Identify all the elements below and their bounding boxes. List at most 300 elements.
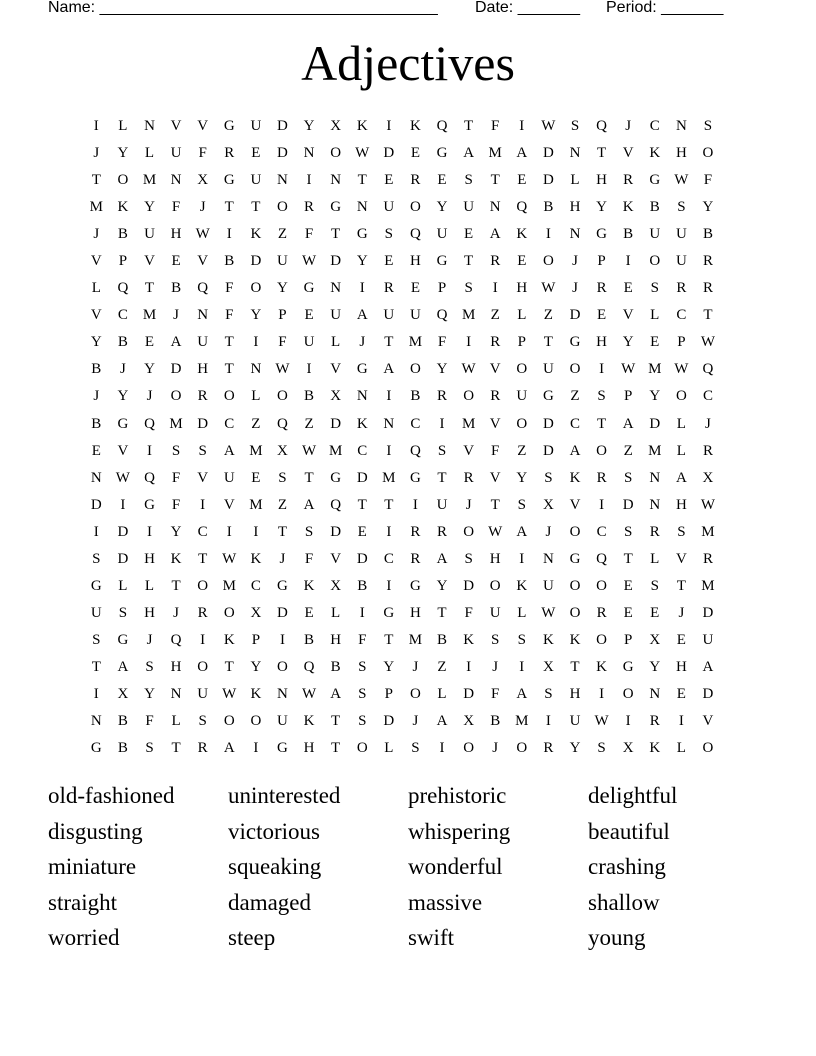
grid-letter: C — [569, 415, 580, 432]
grid-letter: D — [277, 145, 288, 162]
grid-letter: W — [301, 442, 317, 459]
grid-letter: W — [355, 145, 370, 162]
grid-letter: Z — [437, 658, 447, 675]
grid-letter: B — [410, 388, 421, 405]
grid-letter: O — [702, 740, 714, 757]
grid-letter: H — [144, 550, 155, 567]
grid-letter: F — [225, 307, 234, 324]
grid-row — [83, 275, 739, 302]
grid-letter: O — [356, 740, 368, 757]
grid-letter: V — [675, 550, 687, 567]
grid-letter: F — [145, 713, 154, 730]
grid-letter: G — [383, 604, 395, 621]
grid-letter: N — [649, 686, 661, 702]
grid-letter: K — [356, 118, 368, 135]
grid-letter: W — [222, 686, 237, 702]
grid-letter: U — [223, 469, 235, 486]
grid-letter: Y — [702, 199, 714, 216]
grid-letter: I — [93, 686, 99, 702]
grid-letter: Z — [304, 415, 314, 432]
grid-letter: T — [570, 658, 580, 675]
grid-row — [83, 167, 739, 194]
grid-letter: B — [117, 713, 128, 730]
grid-row — [83, 194, 739, 221]
grid-letter: F — [278, 334, 287, 351]
grid-letter: L — [144, 145, 155, 162]
grid-letter: W — [275, 361, 290, 378]
grid-letter: O — [542, 253, 554, 270]
grid-letter: T — [384, 334, 394, 351]
grid-row — [83, 546, 739, 573]
word-bank — [48, 780, 768, 958]
grid-letter: E — [304, 307, 314, 324]
grid-letter: V — [330, 550, 342, 567]
grid-letter: I — [253, 334, 259, 351]
grid-row — [83, 438, 739, 465]
grid-letter: R — [596, 604, 607, 621]
grid-letter: P — [597, 253, 606, 270]
grid-letter: Q — [303, 658, 315, 675]
word-bank-item: beautiful — [588, 818, 670, 844]
grid-letter: Y — [622, 334, 634, 351]
grid-letter: M — [701, 577, 715, 594]
grid-letter: T — [464, 253, 474, 270]
grid-letter: T — [357, 172, 367, 189]
grid-letter: G — [569, 550, 581, 567]
grid-letter: E — [91, 442, 101, 459]
grid-letter: V — [197, 469, 209, 486]
grid-letter: O — [277, 388, 288, 405]
grid-letter: S — [517, 496, 526, 513]
grid-letter: I — [599, 361, 605, 378]
grid-letter: E — [410, 145, 420, 162]
grid-letter: N — [197, 307, 209, 324]
grid-letter: R — [304, 199, 315, 216]
grid-row — [83, 465, 739, 492]
grid-letter: C — [596, 523, 607, 540]
grid-letter: Y — [649, 658, 661, 675]
grid-letter: S — [597, 740, 606, 757]
grid-letter: Q — [516, 199, 528, 216]
grid-letter: W — [115, 469, 130, 486]
grid-letter: N — [356, 388, 368, 405]
grid-letter: W — [674, 361, 689, 378]
grid-letter: G — [303, 280, 315, 297]
grid-row — [83, 411, 739, 438]
grid-letter: L — [437, 686, 447, 702]
grid-letter: V — [622, 145, 634, 162]
grid-letter: S — [198, 713, 207, 730]
grid-letter: O — [569, 361, 581, 378]
grid-letter: V — [117, 442, 129, 459]
grid-letter: R — [197, 740, 208, 757]
grid-letter: K — [569, 469, 581, 486]
grid-letter: M — [488, 145, 502, 162]
grid-letter: H — [170, 226, 182, 243]
grid-letter: Y — [596, 199, 607, 216]
grid-letter: N — [170, 686, 182, 702]
grid-letter: W — [674, 172, 689, 189]
grid-letter: H — [410, 604, 421, 621]
grid-letter: G — [410, 469, 421, 486]
grid-letter: U — [516, 388, 528, 405]
grid-letter: R — [702, 550, 713, 567]
grid-letter: P — [517, 334, 526, 351]
grid-letter: S — [171, 442, 181, 459]
grid-letter: M — [648, 442, 662, 459]
grid-letter: S — [570, 118, 580, 135]
grid-letter: Q — [330, 496, 342, 513]
grid-letter: Y — [144, 686, 155, 702]
grid-letter: A — [463, 145, 475, 162]
grid-letter: D — [542, 415, 554, 432]
grid-letter: N — [330, 280, 342, 297]
grid-letter: J — [412, 658, 419, 675]
grid-letter: M — [249, 442, 263, 459]
grid-letter: B — [91, 415, 102, 432]
grid-letter: H — [303, 740, 315, 757]
grid-row — [83, 302, 739, 329]
grid-letter: O — [489, 577, 501, 594]
grid-letter: Q — [596, 550, 607, 567]
grid-letter: E — [357, 523, 367, 540]
grid-letter: E — [623, 280, 633, 297]
grid-letter: J — [572, 253, 578, 270]
grid-letter: F — [491, 442, 500, 459]
grid-letter: R — [702, 442, 713, 459]
grid-letter: H — [569, 686, 581, 702]
grid-letter: Z — [543, 307, 553, 324]
grid-letter: S — [517, 631, 526, 648]
grid-letter: O — [223, 604, 235, 621]
grid-letter: E — [650, 604, 660, 621]
grid-letter: E — [251, 145, 261, 162]
grid-letter: M — [515, 713, 529, 730]
grid-letter: A — [223, 442, 235, 459]
grid-letter: R — [596, 469, 607, 486]
grid-letter: U — [649, 226, 661, 243]
grid-letter: M — [408, 334, 423, 351]
grid-letter: U — [277, 713, 288, 730]
grid-letter: S — [92, 550, 101, 567]
grid-letter: Z — [623, 442, 633, 459]
word-bank-item: victorious — [228, 818, 320, 844]
grid-letter: O — [277, 658, 288, 675]
grid-letter: N — [569, 226, 581, 243]
grid-letter: O — [516, 361, 528, 378]
grid-letter: E — [676, 686, 686, 702]
grid-letter: K — [649, 145, 661, 162]
grid-letter: V — [702, 713, 714, 730]
grid-letter: D — [330, 415, 342, 432]
grid-row — [83, 383, 739, 410]
grid-letter: S — [358, 713, 367, 730]
page-title: Adjectives — [301, 35, 515, 91]
grid-letter: T — [623, 550, 633, 567]
grid-letter: X — [250, 604, 262, 621]
grid-letter: B — [117, 226, 128, 243]
grid-letter: T — [224, 199, 234, 216]
grid-letter: C — [224, 415, 235, 432]
grid-letter: E — [464, 226, 474, 243]
grid-letter: R — [702, 280, 713, 297]
grid-letter: G — [277, 740, 288, 757]
grid-letter: I — [226, 523, 232, 540]
grid-letter: K — [250, 226, 262, 243]
grid-letter: N — [356, 199, 368, 216]
word-bank-item: uninterested — [228, 783, 341, 808]
grid-letter: O — [569, 604, 581, 621]
grid-letter: Q — [410, 226, 421, 243]
grid-letter: I — [279, 631, 285, 648]
grid-letter: I — [386, 577, 392, 594]
grid-letter: S — [411, 740, 420, 757]
grid-letter: I — [306, 361, 312, 378]
grid-letter: V — [223, 496, 235, 513]
grid-letter: S — [384, 226, 393, 243]
grid-letter: S — [145, 658, 154, 675]
grid-letter: G — [649, 172, 661, 189]
grid-letter: B — [330, 658, 341, 675]
grid-letter: Q — [197, 280, 209, 297]
grid-letter: A — [303, 496, 315, 513]
grid-letter: L — [331, 604, 341, 621]
grid-row — [83, 492, 739, 519]
grid-letter: A — [675, 469, 687, 486]
grid-letter: A — [516, 145, 528, 162]
grid-letter: L — [650, 307, 660, 324]
grid-letter: N — [90, 713, 102, 730]
grid-letter: D — [330, 523, 342, 540]
grid-letter: Y — [436, 199, 448, 216]
grid-letter: S — [650, 280, 659, 297]
grid-letter: T — [331, 740, 341, 757]
grid-letter: J — [93, 145, 100, 162]
word-bank-item: whispering — [408, 818, 511, 844]
grid-letter: T — [224, 658, 234, 675]
grid-letter: U — [330, 307, 342, 324]
grid-letter: B — [117, 334, 128, 351]
grid-letter: H — [489, 550, 501, 567]
grid-letter: Q — [170, 631, 182, 648]
grid-letter: V — [330, 361, 342, 378]
grid-letter: P — [118, 253, 128, 270]
grid-row — [83, 627, 739, 654]
grid-letter: G — [117, 631, 129, 648]
grid-letter: G — [277, 577, 288, 594]
grid-letter: G — [330, 469, 342, 486]
grid-letter: J — [492, 658, 499, 675]
grid-letter: Y — [117, 388, 129, 405]
grid-letter: J — [173, 604, 179, 621]
grid-letter: Y — [436, 361, 448, 378]
grid-row — [83, 248, 739, 275]
grid-letter: U — [250, 118, 262, 135]
grid-letter: X — [117, 686, 129, 702]
grid-letter: X — [330, 388, 342, 405]
grid-letter: T — [596, 145, 607, 162]
grid-letter: O — [596, 442, 607, 459]
grid-letter: S — [677, 199, 686, 216]
grid-letter: Z — [277, 226, 288, 243]
grid-row — [83, 356, 739, 383]
grid-letter: I — [146, 442, 152, 459]
grid-letter: D — [463, 686, 475, 702]
grid-letter: X — [277, 442, 288, 459]
grid-letter: O — [117, 172, 129, 189]
grid-letter: X — [330, 118, 342, 135]
grid-letter: J — [146, 388, 153, 405]
grid-letter: A — [170, 334, 182, 351]
grid-letter: S — [304, 523, 314, 540]
grid-letter: O — [463, 388, 475, 405]
grid-letter: M — [169, 415, 183, 432]
grid-letter: P — [278, 307, 287, 324]
grid-letter: U — [250, 172, 262, 189]
grid-letter: S — [597, 388, 606, 405]
grid-letter: L — [171, 713, 181, 730]
grid-letter: O — [569, 523, 581, 540]
grid-letter: S — [464, 172, 473, 189]
grid-letter: R — [224, 145, 235, 162]
grid-letter: Q — [596, 118, 607, 135]
grid-letter: U — [675, 253, 687, 270]
word-bank-item: crashing — [588, 854, 666, 880]
grid-letter: A — [117, 658, 129, 675]
grid-letter: A — [436, 550, 448, 567]
grid-letter: O — [250, 713, 262, 730]
grid-letter: R — [543, 740, 554, 757]
grid-letter: T — [331, 226, 341, 243]
grid-letter: H — [675, 496, 687, 513]
grid-letter: R — [437, 388, 448, 405]
grid-letter: A — [223, 740, 235, 757]
grid-letter: R — [410, 523, 421, 540]
grid-letter: G — [90, 577, 102, 594]
grid-letter: Q — [702, 361, 714, 378]
grid-letter: S — [198, 442, 207, 459]
grid-letter: Y — [277, 280, 288, 297]
grid-letter: K — [250, 686, 262, 702]
grid-letter: F — [491, 118, 500, 135]
grid-letter: I — [625, 713, 631, 730]
grid-letter: W — [222, 550, 237, 567]
grid-letter: I — [93, 523, 99, 540]
grid-letter: G — [90, 740, 102, 757]
grid-letter: Z — [251, 415, 261, 432]
grid-letter: K — [516, 577, 528, 594]
grid-letter: K — [303, 713, 315, 730]
grid-letter: M — [328, 442, 343, 459]
grid-letter: L — [91, 280, 101, 297]
grid-letter: U — [702, 631, 714, 648]
grid-letter: Q — [436, 118, 448, 135]
grid-letter: K — [356, 415, 368, 432]
grid-letter: I — [545, 713, 551, 730]
grid-letter: D — [197, 415, 209, 432]
word-bank-item: young — [588, 925, 646, 951]
grid-letter: T — [251, 199, 261, 216]
grid-letter: W — [488, 523, 503, 540]
grid-letter: E — [623, 604, 633, 621]
grid-letter: R — [490, 334, 501, 351]
grid-letter: V — [197, 253, 209, 270]
grid-letter: O — [516, 740, 528, 757]
grid-letter: B — [224, 253, 235, 270]
grid-letter: L — [650, 550, 660, 567]
grid-letter: Y — [649, 388, 661, 405]
grid-letter: V — [489, 469, 501, 486]
grid-letter: N — [277, 686, 288, 702]
grid-letter: B — [702, 226, 713, 243]
grid-letter: O — [463, 523, 475, 540]
grid-letter: A — [569, 442, 581, 459]
grid-letter: H — [675, 145, 687, 162]
grid-letter: L — [118, 577, 128, 594]
grid-letter: K — [250, 550, 262, 567]
grid-letter: A — [383, 361, 395, 378]
grid-letter: F — [703, 172, 713, 189]
grid-letter: M — [461, 307, 476, 324]
grid-letter: I — [492, 280, 498, 297]
grid-letter: K — [622, 199, 634, 216]
grid-letter: A — [436, 713, 448, 730]
grid-letter: Y — [436, 577, 448, 594]
word-bank-item: worried — [48, 925, 120, 951]
grid-letter: R — [490, 388, 501, 405]
grid-letter: F — [171, 469, 181, 486]
grid-letter: G — [569, 334, 581, 351]
grid-letter: I — [359, 604, 365, 621]
grid-letter: V — [489, 415, 501, 432]
grid-row — [83, 221, 739, 248]
grid-letter: D — [356, 550, 368, 567]
grid-letter: W — [541, 604, 556, 621]
grid-letter: T — [91, 658, 101, 675]
grid-letter: T — [198, 550, 208, 567]
grid-letter: Y — [250, 658, 262, 675]
grid-letter: S — [145, 740, 154, 757]
grid-letter: I — [200, 631, 206, 648]
grid-letter: G — [144, 496, 155, 513]
grid-row — [83, 681, 739, 708]
grid-letter: D — [277, 604, 288, 621]
grid-letter: B — [117, 740, 128, 757]
grid-letter: X — [542, 496, 554, 513]
grid-letter: X — [197, 172, 209, 189]
grid-letter: A — [489, 226, 501, 243]
grid-letter: X — [463, 713, 475, 730]
word-bank-item: squeaking — [228, 854, 322, 880]
grid-letter: H — [330, 631, 342, 648]
grid-letter: R — [383, 280, 394, 297]
grid-letter: U — [144, 226, 155, 243]
grid-letter: E — [304, 604, 314, 621]
grid-letter: N — [330, 172, 342, 189]
grid-letter: B — [623, 226, 634, 243]
grid-letter: G — [436, 145, 448, 162]
grid-row — [83, 600, 739, 627]
grid-letter: S — [464, 280, 473, 297]
grid-letter: W — [594, 713, 609, 730]
grid-letter: O — [197, 577, 209, 594]
grid-letter: Z — [490, 307, 500, 324]
grid-letter: I — [599, 496, 605, 513]
grid-letter: J — [146, 631, 153, 648]
grid-letter: B — [649, 199, 660, 216]
grid-letter: U — [303, 334, 315, 351]
grid-letter: D — [702, 686, 714, 702]
